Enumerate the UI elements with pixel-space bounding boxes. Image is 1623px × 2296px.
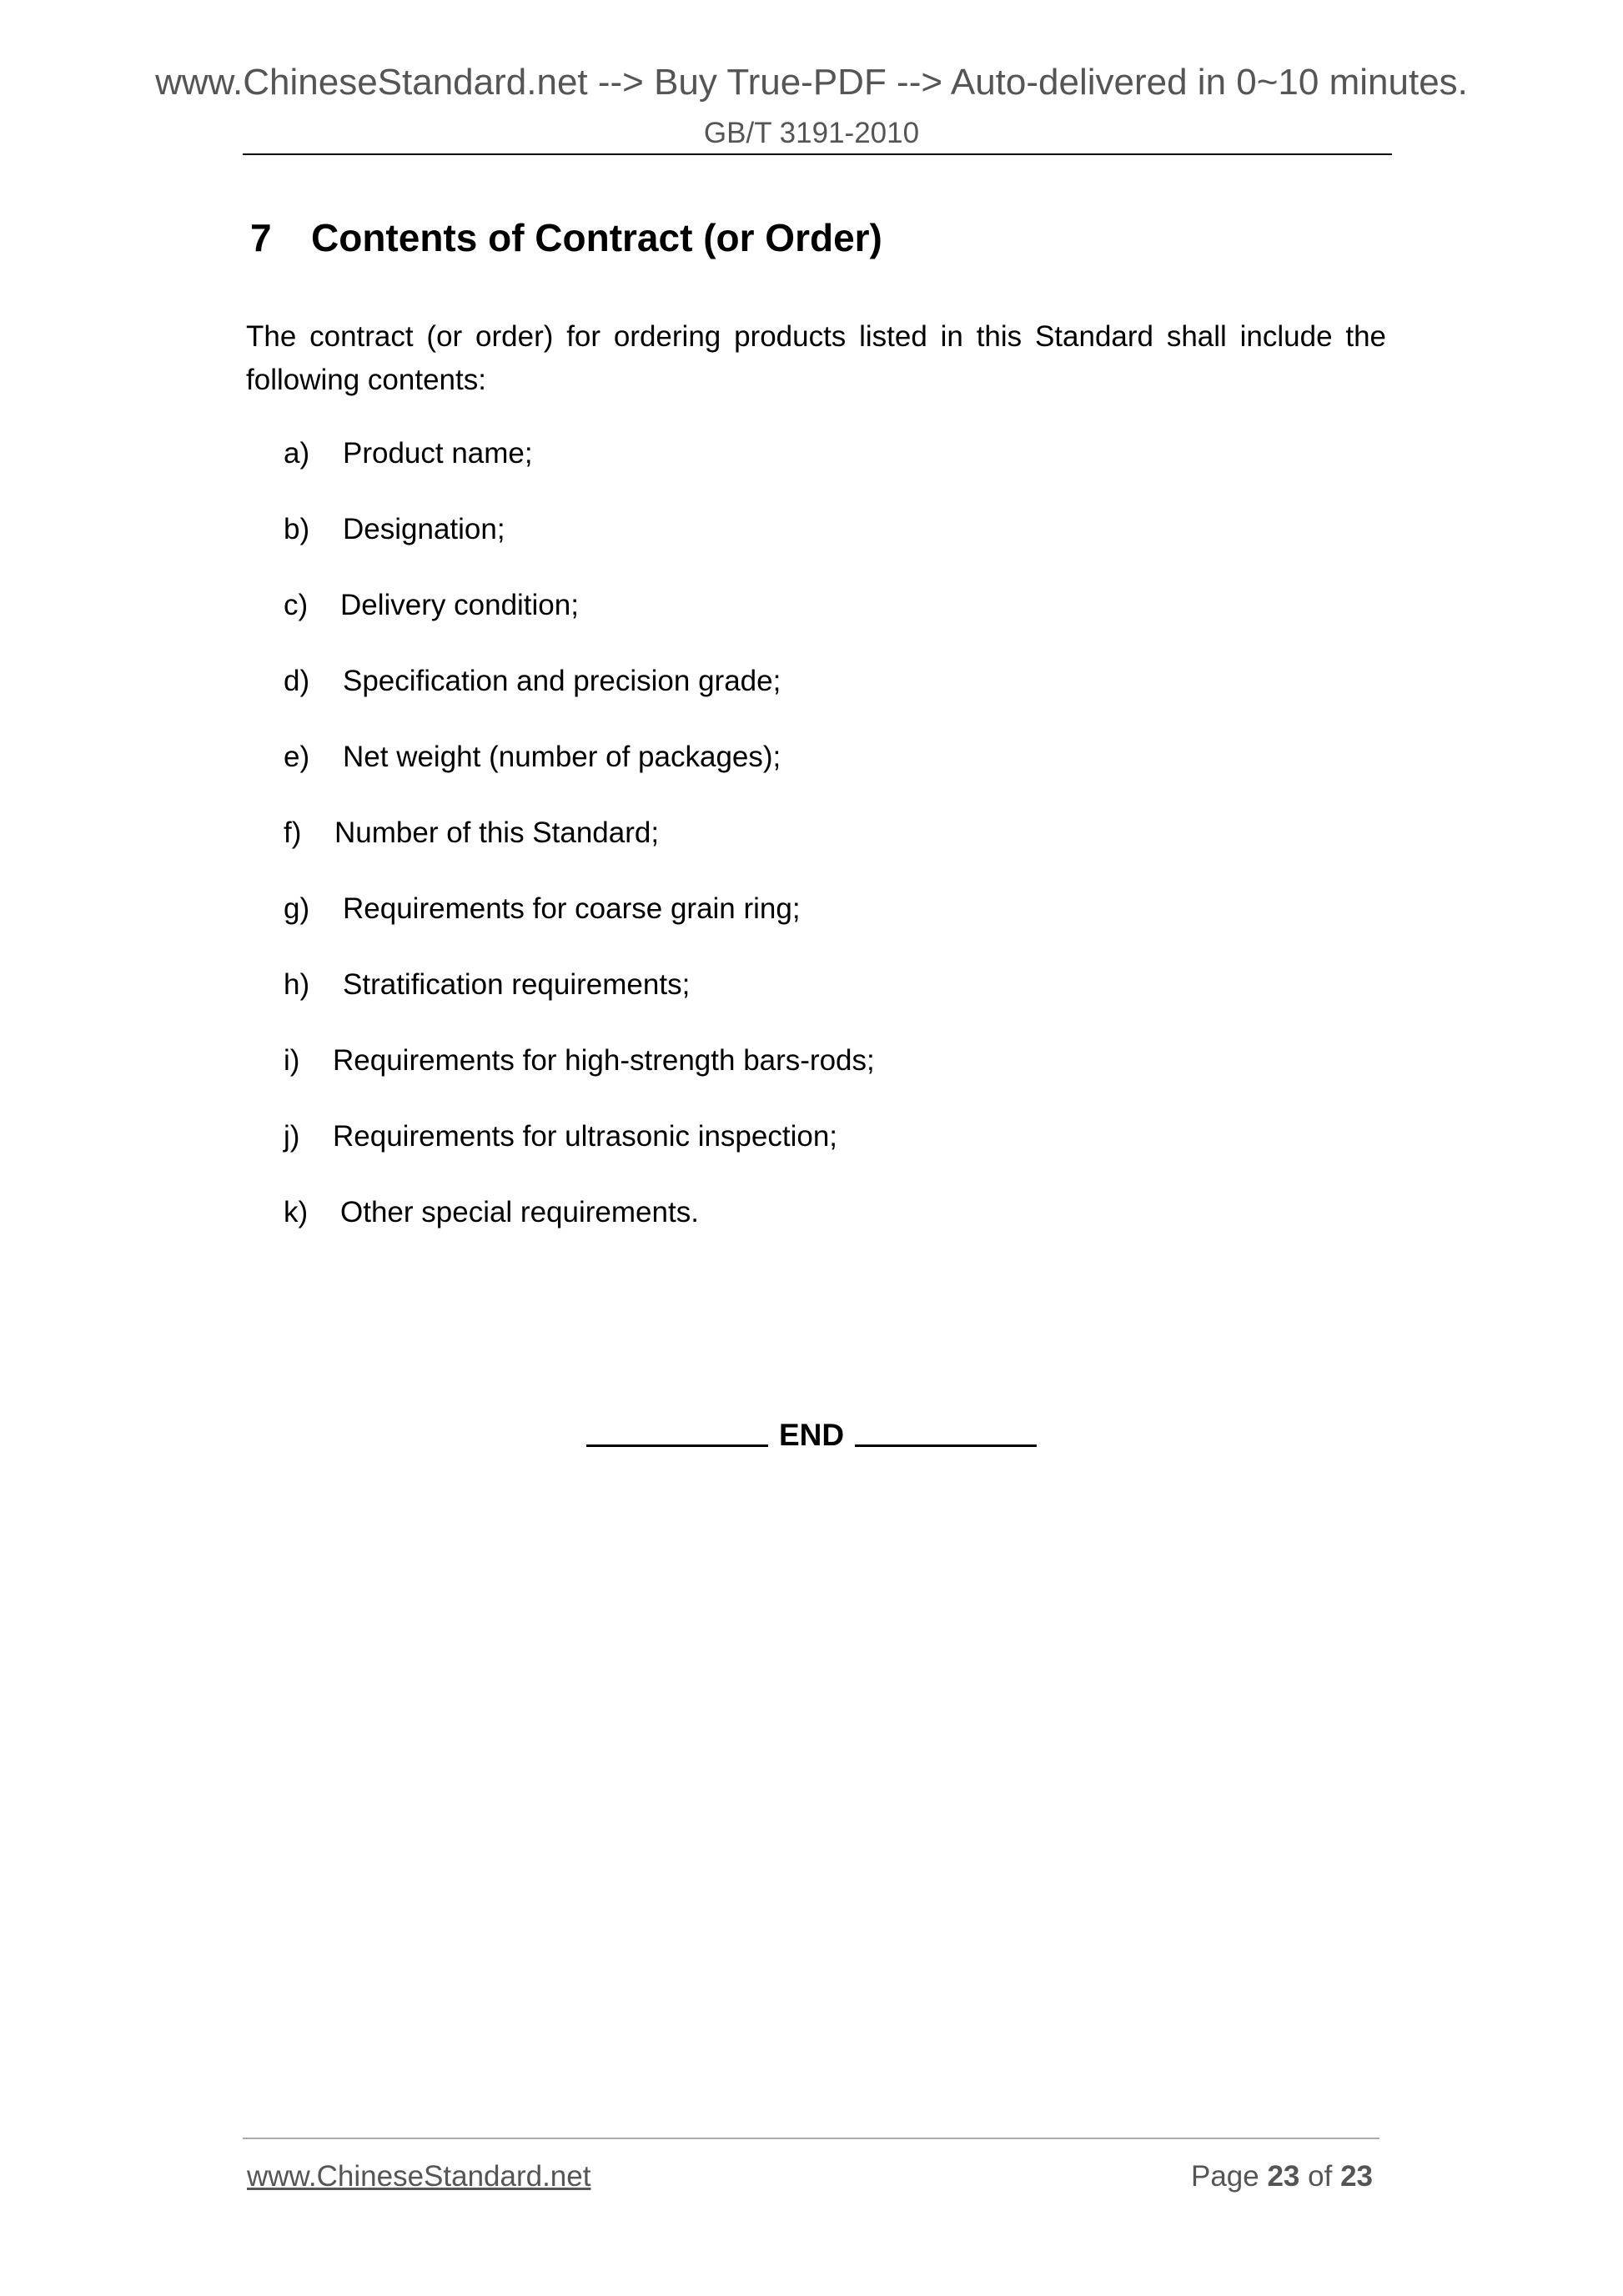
header-banner: www.ChineseStandard.net --> Buy True-PDF --> Auto-delivered in 0~10 minutes. (155, 62, 1468, 103)
list-item-marker: d) (284, 665, 310, 697)
page-total: 23 (1340, 2160, 1373, 2193)
end-marker (0, 1418, 1623, 1453)
list-item-marker: b) (284, 513, 310, 545)
list-item-text: Requirements for high-strength bars-rods; (333, 1044, 875, 1077)
end-label: END (778, 1418, 845, 1452)
page-current: 23 (1267, 2160, 1300, 2193)
list-item-marker: f) (284, 816, 302, 849)
list-item-marker: e) (284, 741, 310, 773)
document-code: GB/T 3191-2010 (703, 117, 920, 149)
intro-paragraph: The contract (or order) for ordering products listed in this Standard shall include the following contents: (246, 320, 1386, 396)
list-item-marker: i) (284, 1044, 300, 1077)
section-number: 7 (250, 216, 272, 259)
list-item-text: Net weight (number of packages); (343, 741, 781, 773)
page-prefix: Page (1190, 2160, 1259, 2193)
list-item-text: Product name; (343, 437, 533, 470)
list-item-marker: c) (284, 589, 309, 621)
footer-website-link[interactable]: www.ChineseStandard.net (247, 2160, 591, 2193)
list-item-text: Requirements for ultrasonic inspection; (333, 1120, 838, 1153)
section-title: Contents of Contract (or Order) (311, 216, 882, 259)
list-item-marker: g) (284, 892, 310, 925)
list-item-marker: h) (284, 968, 310, 1001)
list-item-text: Number of this Standard; (334, 816, 660, 849)
list-item-marker: j) (284, 1120, 300, 1153)
section-heading (250, 215, 882, 260)
end-rule-left (586, 1444, 768, 1447)
page-of: of (1308, 2160, 1333, 2193)
list-item-text: Other special requirements. (340, 1196, 699, 1228)
list-item-text: Designation; (343, 513, 505, 545)
list-item-text: Delivery condition; (340, 589, 579, 621)
page-number (1191, 2160, 1373, 2193)
list-item-text: Stratification requirements; (343, 968, 691, 1001)
list-item-marker: a) (284, 437, 310, 470)
end-rule-right (855, 1444, 1037, 1447)
list-item-text: Specification and precision grade; (343, 665, 781, 697)
list-item-marker: k) (284, 1196, 309, 1228)
header-divider (243, 153, 1392, 155)
list-item-text: Requirements for coarse grain ring; (343, 892, 801, 925)
footer-divider (243, 2138, 1379, 2139)
